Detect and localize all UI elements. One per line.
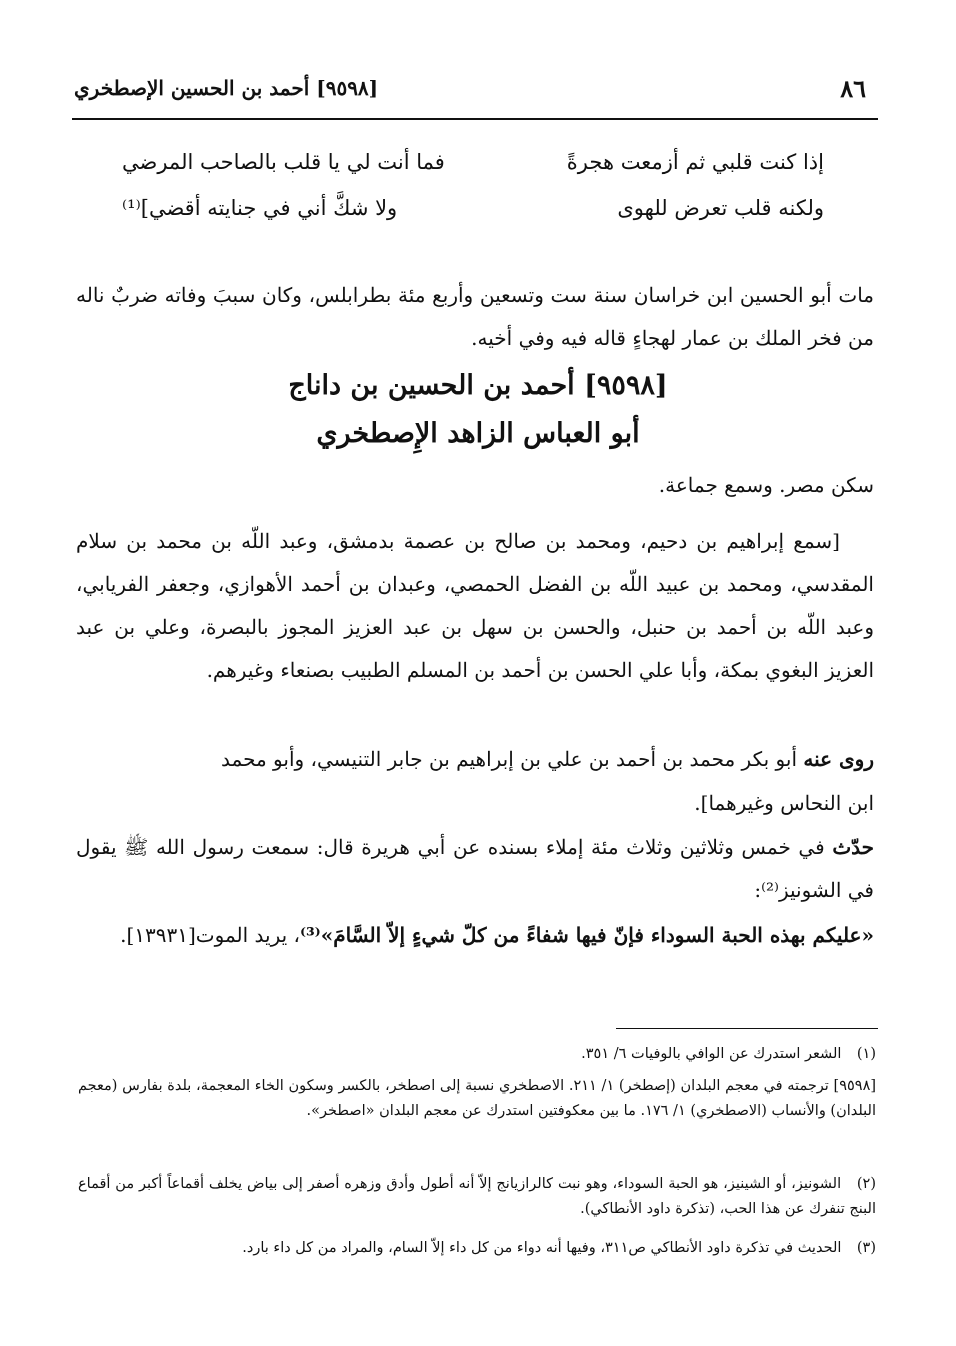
page-header (72, 72, 878, 116)
heard-from-paragraph: [سمع إبراهيم بن دحيم، ومحمد بن صالح بن عصمة بدمشق، وعبد اللّه بن محمد بن سلام المقدسي، ومحمد بن عبيد اللّه بن الفضل الحمصي، وعبدان بن أحمد الأهوازي، وجعفر الفريابي، وعبد اللّه بن أحمد بن حنبل، والحسن بن سهل بن عبد العزيز المجوز بالبصرة، وعلي بن عبد العزيز البغوي بمكة، وأبا علي الحسن بن أحمد بن المسلم الطبيب بصنعاء وغيرهم. (76, 529, 874, 682)
footnote-marker: (٣) (856, 1240, 876, 1256)
footnote (78, 1172, 876, 1222)
narrated-text: أبو بكر محمد بن أحمد بن علي بن إبراهيم بن جابر التنيسي، وأبو محمد (221, 747, 798, 771)
footnote-marker: [٩٥٩٨] (833, 1078, 877, 1094)
poem-line1-first-hemistich: إذا كنت قلبي ثم أزمعت هجرةً (566, 150, 824, 174)
footnote (78, 1074, 876, 1124)
footnote-text: الحديث في تذكرة داود الأنطاكي ص٣١١، وفيها أنه دواء من كل داء إلاّ السام، والمراد من كل داء بارد. (242, 1240, 842, 1256)
running-title: [٩٥٩٨] أحمد بن الحسين الإصطخري (74, 76, 379, 100)
entry-title: [٩٥٩٨] أحمد بن الحسين بن داناج (288, 370, 668, 401)
footnote-marker: (٢) (856, 1176, 877, 1192)
hadith-quote-paragraph (76, 914, 874, 957)
residence-text: سكن مصر. وسمع جماعة. (658, 473, 874, 497)
narrated-by-paragraph (76, 738, 874, 781)
poem-line2-first-hemistich: ولكنه قلب تعرض للهوى (617, 196, 824, 220)
footnote (78, 1236, 876, 1261)
narrated-lead: روى عنه (803, 747, 874, 771)
footnote-text: ترجمته في معجم البلدان (إصطخر) ١/ ٢١١. الاصطخري نسبة إلى اصطخر، بالكسر وسكون الخاء المعجمة، بلدة بفارس (معجم البلدان) والأنساب (الاصطخري) ١/ ١٧٦. ما بين معكوفتين استدرك عن معجم البلدان «اصطخر». (78, 1078, 876, 1119)
hadith-paragraph (76, 826, 874, 912)
narrated-by-continuation: ابن النحاس وغيرهما]. (694, 791, 874, 815)
poem-line2-second-hemistich: ولا شكَّ أني في جنايته أقضي]⁽¹⁾ (122, 196, 398, 220)
header-divider (72, 118, 878, 120)
death-paragraph: مات أبو الحسين ابن خراسان سنة ست وتسعين وأربع مئة بطرابلس، وكان سببَ وفاته ضربٌ ناله من فخر الملك بن عمار لهجاءٍ قاله فيه وفي أخيه. (76, 283, 874, 350)
entry-subtitle: أبو العباس الزاهد الإِصطخري (316, 418, 640, 449)
hadith-text: في خمس وثلاثين وثلاث مئة إملاء بسنده عن أبي هريرة قال: سمعت رسول الله ﷺ يقول في الشونيز⁽²⁾: (76, 835, 874, 902)
footnote-text: الشعر استدرك عن الوافي بالوفيات ٦/ ٣٥١. (581, 1046, 842, 1062)
poem-line1-second-hemistich: فما أنت لي يا قلب بالصاحب المرضي (122, 150, 445, 174)
footnote (78, 1042, 876, 1067)
hadith-lead: حدّث (832, 835, 875, 859)
footnote-marker: (١) (856, 1046, 876, 1062)
hadith-quote-rest: ، يريد الموت[١٣٩٣١]. (120, 923, 300, 947)
footnote-text: الشونيز، أو الشينيز، هو الحبة السوداء، وهو نبت كالرازيانج إلاّ أنه أطول وأدق وزهره أصفر إلى بياض يخلف أقماعاً أكبر من أقماع البنج تنفرك عن هذا الحب، (تذكرة داود الأنطاكي). (78, 1176, 876, 1217)
hadith-quote: «عليكم بهذه الحبة السوداء فإنّ فيها شفاءً من كلّ شيءٍ إلاّ السَّامَ»⁽³⁾ (300, 923, 874, 947)
page-number: ٨٦ (840, 74, 866, 103)
footnote-divider (616, 1028, 878, 1029)
